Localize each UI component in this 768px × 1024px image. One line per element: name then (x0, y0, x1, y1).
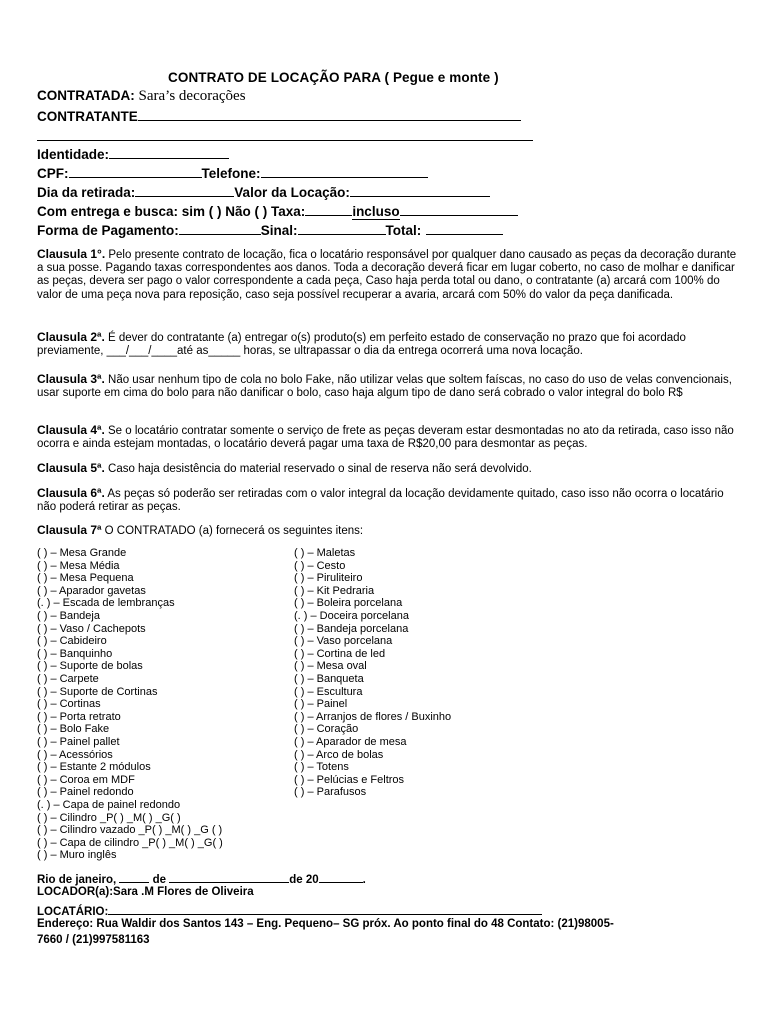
clausula-7-text: O CONTRATADO (a) fornecerá os seguintes itens: (101, 525, 364, 537)
contratante-field-line2[interactable] (37, 128, 533, 141)
contratante-label: CONTRATANTE (37, 109, 138, 124)
taxa-field-rest[interactable] (400, 203, 518, 216)
checklist-item[interactable]: ( ) – Aparador gavetas (37, 584, 146, 597)
identidade-line (37, 146, 229, 162)
date-line (37, 870, 366, 886)
clausula-4-text: Se o locatário contratar somente o serviço de frete as peças deveram estar desmontadas no ato da retirada, caso isso não ocorra e ainda estejam montadas, o locatário deverá pagar uma taxa de R$20,00 para desmontar as peças. (37, 425, 734, 451)
checklist-item[interactable]: ( ) – Vaso / Cachepots (37, 622, 146, 635)
checklist-item[interactable]: ( ) – Muro inglês (37, 849, 117, 862)
clausula-7-label: Clausula 7ª (37, 523, 102, 537)
date-end: . (362, 874, 366, 886)
checklist-item[interactable]: ( ) – Painel pallet (37, 736, 120, 748)
date-year-field[interactable] (319, 870, 363, 883)
clausula-3-text: Não usar nenhum tipo de cola no bolo Fake, não utilizar velas que soltem faíscas, no caso do uso de velas convencionais, usar suporte em cima do bolo para não danificar o bolo, caso haja algum tipo de dano será cobrado o valor integral do bolo R$ (37, 374, 732, 400)
checklist-item[interactable]: ( ) – Suporte de bolas (37, 660, 143, 673)
checklist-item[interactable]: (. ) – Escada de lembranças (37, 597, 175, 610)
taxa-field[interactable] (305, 203, 352, 216)
clausula-2-label: Clausula 2ª. (37, 330, 105, 344)
locatario-field[interactable] (108, 902, 542, 915)
pagamento-line (37, 222, 503, 238)
contratada-label: CONTRATADA: (37, 88, 135, 103)
endereco-line-1: Endereço: Rua Waldir dos Santos 143 – Eng. Pequeno– SG próx. Ao ponto final do 48 Contato: (21)98005- (37, 918, 614, 930)
date-de-1: de (149, 874, 170, 886)
checklist-item[interactable]: ( ) – Carpete (37, 673, 99, 685)
clausula-4-label: Clausula 4ª. (37, 423, 105, 437)
checklist-item[interactable]: ( ) – Cortina de led (294, 647, 386, 660)
clausula-3-label: Clausula 3ª. (37, 372, 105, 386)
clausula-3 (37, 373, 737, 400)
checklist-item[interactable]: ( ) – Totens (294, 761, 349, 774)
date-month-field[interactable] (169, 870, 289, 883)
clausula-7 (37, 524, 737, 538)
total-label: Total: (385, 223, 422, 238)
checklist-item[interactable]: ( ) – Aparador de mesa (294, 736, 407, 748)
checklist-item[interactable]: ( ) – Maletas (294, 547, 356, 559)
checklist-item[interactable]: ( ) – Mesa oval (294, 660, 367, 673)
checklist-item[interactable]: ( ) – Acessórios (37, 748, 113, 761)
clausula-1 (37, 248, 737, 302)
retirada-line (37, 184, 490, 200)
checklist-item[interactable]: ( ) – Cortinas (37, 698, 101, 711)
incluso-text: incluso (352, 204, 400, 219)
checklist-item[interactable]: ( ) – Capa de cilindro _P( ) _M( ) _G( ) (37, 836, 223, 849)
checklist-item[interactable]: ( ) – Bolo Fake (37, 723, 110, 736)
endereco-line-2: 7660 / (21)997581163 (37, 934, 150, 946)
checklist-item[interactable]: ( ) – Parafusos (294, 786, 367, 799)
checklist-item[interactable]: ( ) – Painel (294, 698, 348, 711)
sinal-label: Sinal: (260, 223, 298, 238)
checklist-item[interactable]: ( ) – Arranjos de flores / Buxinho (294, 710, 452, 723)
checklist-item[interactable]: ( ) – Porta retrato (37, 710, 121, 723)
checklist-item[interactable]: (. ) – Doceira porcelana (294, 610, 409, 622)
checklist-item[interactable]: ( ) – Cilindro _P( ) _M( ) _G( ) (37, 811, 181, 824)
checklist-item[interactable]: ( ) – Vaso porcelana (294, 635, 393, 648)
clausula-1-text: Pelo presente contrato de locação, fica o locatário responsável por qualquer dano causado as peças da decoração durante a sua posse. Pagando taxas correspondentes aos danos. Toda a decoração deverá ficar em lugar coberto, no caso de molhar e danificar as peças, devera ser pago o valor correspondente a cada peça, Caso haja perda total ou dano, o contratante (a) arcará com 100% do valor de uma peça nova para reposição, caso seja possível recuperar a avaria, arcará com 50% do valor da peça danificada. (37, 249, 737, 301)
date-prefix: Rio de janeiro, (37, 874, 120, 886)
checklist-item[interactable]: ( ) – Suporte de Cortinas (37, 685, 158, 698)
checklist-item[interactable]: ( ) – Arco de bolas (294, 748, 384, 761)
contratante-field[interactable] (138, 108, 521, 121)
clausula-4 (37, 424, 737, 451)
cpf-line (37, 165, 428, 181)
checklist-item[interactable]: ( ) – Coroa em MDF (37, 773, 135, 786)
contratada-line (37, 88, 246, 105)
locatario-line (37, 902, 542, 918)
checklist-item[interactable]: ( ) – Banqueta (294, 673, 364, 685)
checklist-item[interactable]: ( ) – Mesa Média (37, 559, 120, 572)
checklist-item[interactable]: ( ) – Mesa Pequena (37, 572, 134, 585)
valor-locacao-label: Valor da Locação: (234, 185, 350, 200)
checklist-item[interactable]: ( ) – Bandeja porcelana (294, 622, 409, 635)
identidade-label: Identidade: (37, 147, 110, 162)
locador-line: LOCADOR(a):Sara .M Flores de Oliveira (37, 886, 254, 898)
sinal-field[interactable] (298, 222, 386, 235)
checklist-item[interactable]: ( ) – Bandeja (37, 610, 100, 622)
contratante-line (37, 108, 521, 124)
checklist-item[interactable]: ( ) – Banquinho (37, 647, 113, 660)
dia-retirada-field[interactable] (135, 184, 234, 197)
date-day-field[interactable] (119, 870, 149, 883)
checklist-item[interactable]: ( ) – Cilindro vazado _P( ) _M( ) _G ( ) (37, 824, 223, 837)
entrega-line (37, 203, 518, 219)
document-title: CONTRATO DE LOCAÇÃO PARA ( Pegue e monte ) (168, 70, 499, 85)
checklist-item[interactable]: (. ) – Capa de painel redondo (37, 799, 181, 811)
forma-pagamento-field[interactable] (179, 222, 261, 235)
clausula-6-label: Clausula 6ª. (37, 486, 105, 500)
valor-locacao-field[interactable] (350, 184, 490, 197)
entrega-label: Com entrega e busca: sim ( ) Não ( ) Taxa: (37, 204, 306, 219)
checklist-item[interactable]: ( ) – Mesa Grande (37, 547, 127, 559)
dia-retirada-label: Dia da retirada: (37, 185, 136, 200)
checklist-item[interactable]: ( ) – Cabideiro (37, 635, 107, 648)
contratada-value: Sara’s decorações (138, 88, 246, 104)
checklist-item[interactable]: ( ) – Estante 2 módulos (37, 761, 151, 774)
checklist-item[interactable]: ( ) – Painel redondo (37, 786, 134, 799)
checklist-item[interactable]: ( ) – Coração (294, 723, 359, 736)
clausula-6-text: As peças só poderão ser retiradas com o valor integral da locação devidamente quitado, caso isso não ocorra o locatário não poderá retirar as peças. (37, 488, 724, 514)
clausula-6 (37, 487, 737, 514)
telefone-field[interactable] (261, 165, 428, 178)
identidade-field[interactable] (109, 146, 229, 159)
clausula-2-text: É dever do contratante (a) entregar o(s) produto(s) em perfeito estado de conservação no prazo que foi acordado previamente, ___/___/____até as_____ horas, se ultrapassar o dia da entrega ocorrerá uma nova locação. (37, 332, 686, 358)
total-field[interactable] (426, 222, 503, 235)
checklist-item[interactable]: ( ) – Piruliteiro (294, 572, 363, 585)
cpf-field[interactable] (69, 165, 202, 178)
checklist-item[interactable]: ( ) – Boleira porcelana (294, 597, 403, 610)
date-de-2: de 20 (289, 874, 319, 886)
checklist-item[interactable]: ( ) – Escultura (294, 685, 363, 698)
clausula-2 (37, 331, 737, 358)
checklist-item[interactable]: ( ) – Cesto (294, 559, 346, 572)
locatario-label: LOCATÁRIO: (37, 906, 109, 918)
clausula-5-label: Clausula 5ª. (37, 461, 105, 475)
cpf-label: CPF: (37, 166, 69, 181)
checklist-item[interactable]: ( ) – Kit Pedraria (294, 584, 375, 597)
clausula-5-text: Caso haja desistência do material reservado o sinal de reserva não será devolvido. (104, 463, 532, 475)
forma-pagamento-label: Forma de Pagamento: (37, 223, 179, 238)
telefone-label: Telefone: (201, 166, 261, 181)
clausula-5 (37, 462, 737, 476)
clausula-1-label: Clausula 1°. (37, 247, 106, 261)
checklist-item[interactable]: ( ) – Pelúcias e Feltros (294, 773, 405, 786)
